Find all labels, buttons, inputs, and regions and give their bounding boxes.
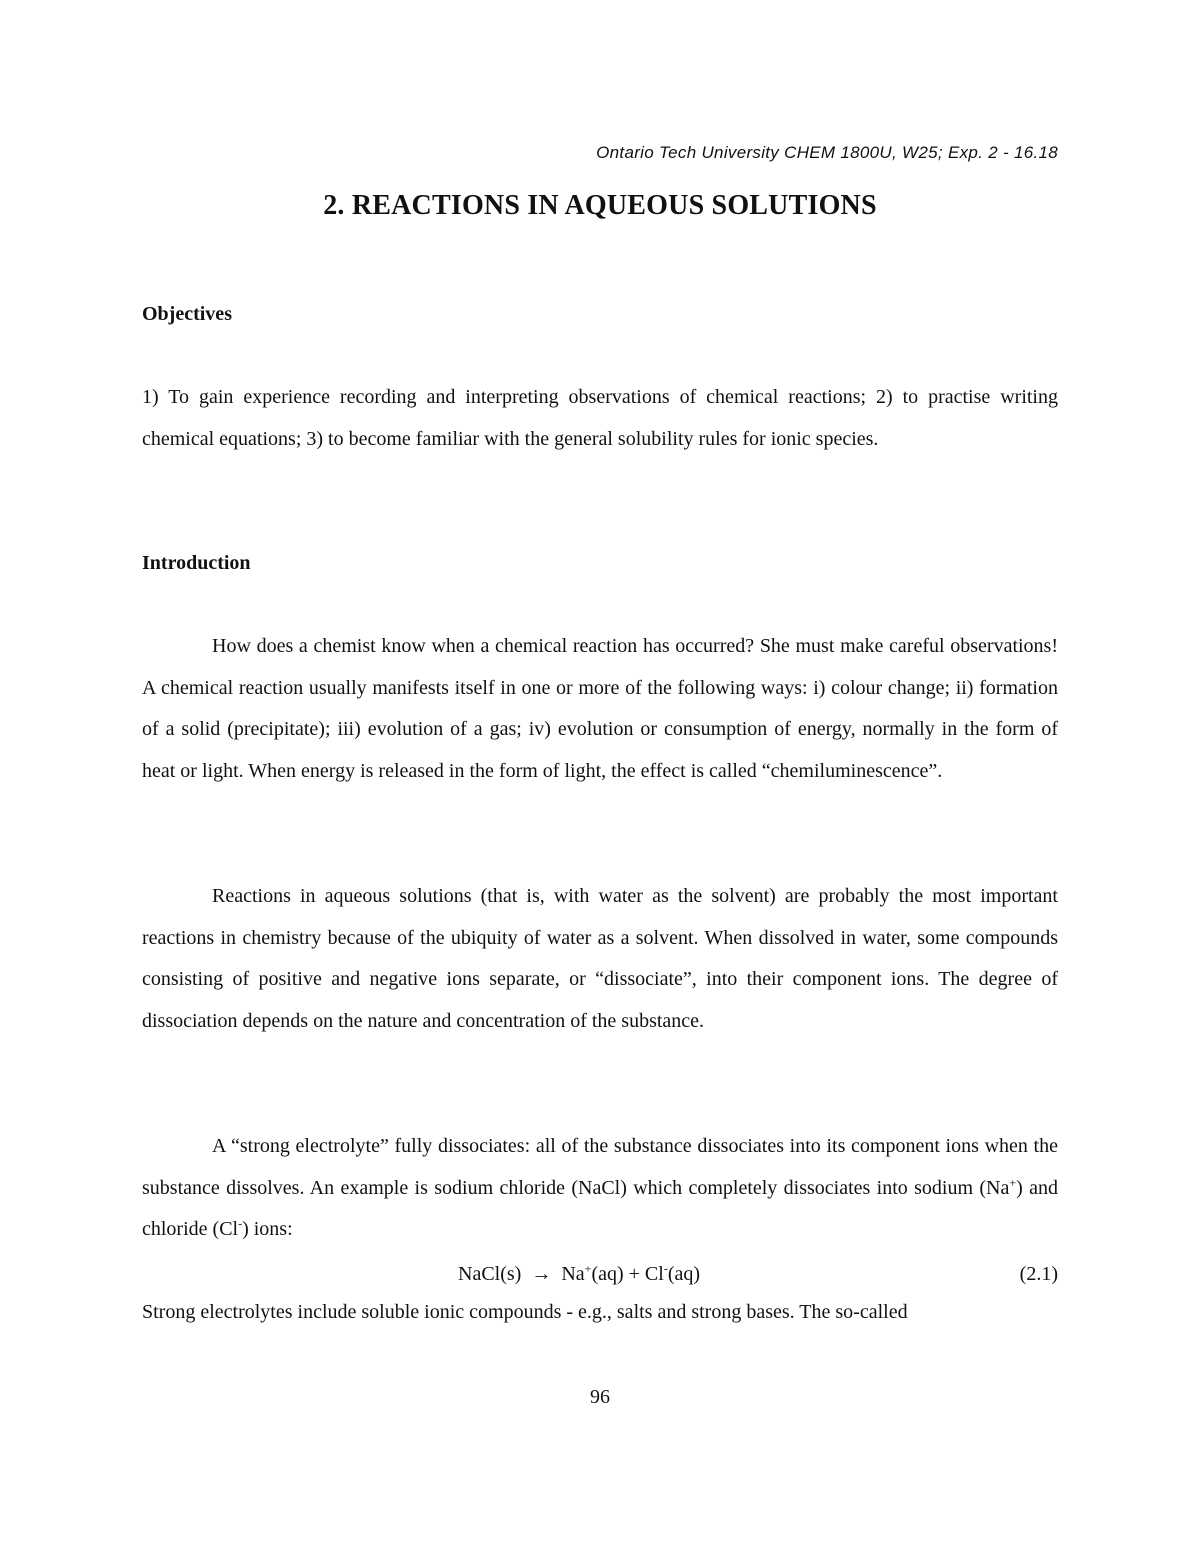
continuation-text: Strong electrolytes include soluble ionic compounds - e.g., salts and strong bases. The so-called [142,1301,908,1323]
strong-electrolyte-text-2: ) and chloride (Cl [142,1176,1058,1240]
strong-electrolyte-paragraph [142,1126,1058,1251]
sodium-charge: + [1009,1174,1017,1189]
equation-product-sodium: Na [561,1263,585,1285]
objectives-heading: Objectives [142,303,232,325]
page-number: 96 [590,1386,610,1408]
page-title: 2. REACTIONS IN AQUEOUS SOLUTIONS [323,190,877,221]
equation-chloride-charge: - [663,1261,668,1276]
intro-paragraph-2: Reactions in aqueous solutions (that is, with water as the solvent) are probably the most important reactions in chemistry because of the ubiquity of water as a solvent. When dissolved in water, some compounds consisting of positive and negative ions separate, or “dissociate”, into their component ions. The degree of dissociation depends on the nature and concentration of the substance. [142,885,1058,1032]
equation-2-1 [142,1256,1058,1292]
equation-chloride-state: (aq) [667,1263,701,1285]
equation-number: (2.1) [1019,1263,1058,1285]
strong-electrolyte-text-1: A “strong electrolyte” fully dissociates: all of the substance dissociates into its component ions when the substance dissolves. An example is sodium chloride (NaCl) which completely dissociates into sodium (Na [142,1135,1058,1199]
equation-reactant: NaCl(s) [458,1263,522,1285]
equation-sodium-state: (aq) + [591,1263,645,1285]
equation-expression [458,1256,700,1292]
reaction-arrow-icon: → [531,1263,552,1285]
running-header: Ontario Tech University CHEM 1800U, W25; Exp. 2 - 16.18 [596,143,1058,162]
equation-product-chloride: Cl [644,1263,664,1285]
intro-paragraph-1: How does a chemist know when a chemical reaction has occurred? She must make careful observations! A chemical reaction usually manifests itself in one or more of the following ways: i) colour change; ii) formation of a solid (precipitate); iii) evolution of a gas; iv) evolution or consumption of energy, normally in the form of heat or light. When energy is released in the form of light, the effect is called “chemiluminescence”. [142,635,1058,782]
objectives-text: 1) To gain experience recording and interpreting observations of chemical reactions; 2) to practise writing chemical equations; 3) to become familiar with the general solubility rules for ionic species. [142,386,1058,450]
introduction-heading: Introduction [142,552,251,574]
equation-sodium-charge: + [584,1261,592,1276]
strong-electrolyte-text-3: ) ions: [242,1218,293,1240]
chloride-charge: - [238,1216,243,1231]
